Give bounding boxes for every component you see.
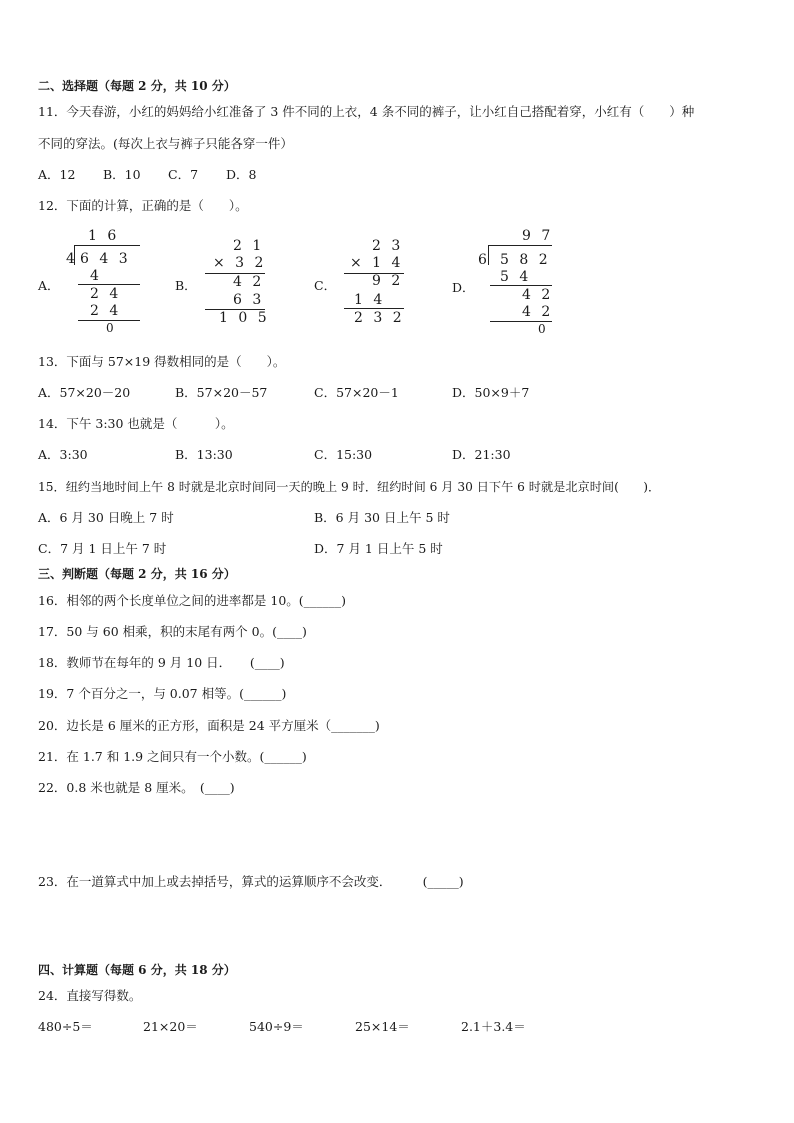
question-19: 19．7 个百分之一，与 0.07 相等。(______) [38, 686, 287, 701]
calc-12-d-row3: 4 2 [522, 304, 554, 320]
option-15-a: A．6 月 30 日晚上 7 时 [38, 510, 174, 525]
calc-12-a-dividend: 6 4 3 [80, 251, 131, 267]
option-11-c: C．7 [168, 167, 199, 182]
question-15-stem: 15．纽约当地时间上午 8 时就是北京时间同一天的晚上 9 时．纽约时间 6 月 30 日下午 6 时就是北京时间( )． [38, 480, 661, 494]
calc-12-b-multiplier: × 3 2 [213, 255, 267, 271]
calc-12-a-row1: 4 [90, 268, 102, 284]
question-11-line2: 不同的穿法。(每次上衣与裤子只能各穿一件） [38, 136, 293, 151]
option-11-d: D．8 [226, 167, 257, 182]
calc-12-a-label: A． [38, 278, 60, 293]
section-4-heading: 四、计算题（每题 6 分，共 18 分） [38, 963, 236, 977]
calc-12-a-row4: 0 [106, 321, 117, 335]
calc-12-d-divisor: 6 [478, 252, 490, 268]
question-14-stem: 14．下午 3:30 也就是（ ）。 [38, 416, 234, 431]
question-20: 20．边长是 6 厘米的正方形，面积是 24 平方厘米（_______) [38, 718, 380, 733]
calc-12-a-row2: 2 4 [90, 286, 122, 302]
question-18: 18．教师节在每年的 9 月 10 日． (____) [38, 655, 285, 670]
question-21: 21．在 1.7 和 1.9 之间只有一个小数。(______) [38, 749, 307, 764]
calc-12-c-partial1: 9 2 [372, 273, 404, 289]
calc-12-b-multiplicand: 2 1 [233, 238, 265, 254]
calc-12-a [38, 226, 148, 338]
option-13-a: A．57×20－20 [38, 385, 131, 400]
expr-5: 2.1＋3.4＝ [461, 1019, 526, 1034]
calc-12-d-row2: 4 2 [522, 287, 554, 303]
question-11-line1: 11．今天春游，小红的妈妈给小红准备了 3 件不同的上衣，4 条不同的裤子，让小红自己搭配着穿，小红有（ ）种 [38, 104, 695, 119]
calc-12-a-row3: 2 4 [90, 303, 122, 319]
expr-1: 480÷5＝ [38, 1019, 93, 1034]
option-11-b: B．10 [103, 167, 141, 182]
option-14-c: C．15:30 [314, 447, 373, 462]
calc-12-d-label: D． [452, 280, 475, 295]
calc-12-c [314, 238, 414, 330]
question-17: 17．50 与 60 相乘，积的末尾有两个 0。(____) [38, 624, 307, 639]
option-14-a: A．3:30 [38, 447, 88, 462]
calc-12-b-result: 1 0 5 [219, 310, 270, 326]
calc-12-a-divisor: 4 [66, 251, 78, 267]
expr-3: 540÷9＝ [249, 1019, 304, 1034]
calc-12-a-quotient: 1 6 [88, 228, 120, 244]
question-16: 16．相邻的两个长度单位之间的进率都是 10。(______) [38, 593, 347, 608]
option-14-d: D．21:30 [452, 447, 511, 462]
calc-12-c-partial2: 1 4 [354, 292, 386, 308]
question-22: 22．0.8 米也就是 8 厘米。 (____) [38, 780, 235, 795]
option-15-c: C．7 月 1 日上午 7 时 [38, 541, 167, 556]
expr-4: 25×14＝ [355, 1019, 410, 1034]
question-13-stem: 13．下面与 57×19 得数相同的是（ ）。 [38, 354, 286, 369]
calc-12-b-label: B． [175, 278, 197, 293]
calc-12-c-result: 2 3 2 [354, 310, 405, 326]
calc-12-d-row1: 5 4 [500, 269, 532, 285]
section-2-heading: 二、选择题（每题 2 分，共 10 分） [38, 79, 236, 93]
question-12-stem: 12．下面的计算，正确的是（ ）。 [38, 198, 248, 213]
calc-12-b-partial1: 4 2 [233, 274, 265, 290]
option-14-b: B．13:30 [175, 447, 233, 462]
option-15-d: D．7 月 1 日上午 5 时 [314, 541, 443, 556]
expr-2: 21×20＝ [143, 1019, 198, 1034]
calc-12-d [452, 226, 562, 338]
calc-12-c-multiplicand: 2 3 [372, 238, 404, 254]
section-3-heading: 三、判断题（每题 2 分，共 16 分） [38, 567, 236, 581]
calc-12-d-row4: 0 [538, 322, 549, 336]
option-13-b: B．57×20－57 [175, 385, 268, 400]
question-23: 23．在一道算式中加上或去掉括号，算式的运算顺序不会改变． (_____) [38, 874, 464, 889]
option-15-b: B．6 月 30 日上午 5 时 [314, 510, 450, 525]
option-13-d: D．50×9＋7 [452, 385, 530, 400]
option-13-c: C．57×20－1 [314, 385, 399, 400]
option-11-a: A．12 [38, 167, 76, 182]
question-24-stem: 24．直接写得数。 [38, 988, 142, 1003]
calc-12-c-label: C． [314, 278, 337, 293]
calc-12-c-multiplier: × 1 4 [350, 255, 404, 271]
calc-12-d-dividend: 5 8 2 [500, 252, 551, 268]
calc-12-b [175, 238, 275, 330]
calc-12-b-partial2: 6 3 [233, 292, 265, 308]
calc-12-d-quotient: 9 7 [522, 228, 554, 244]
